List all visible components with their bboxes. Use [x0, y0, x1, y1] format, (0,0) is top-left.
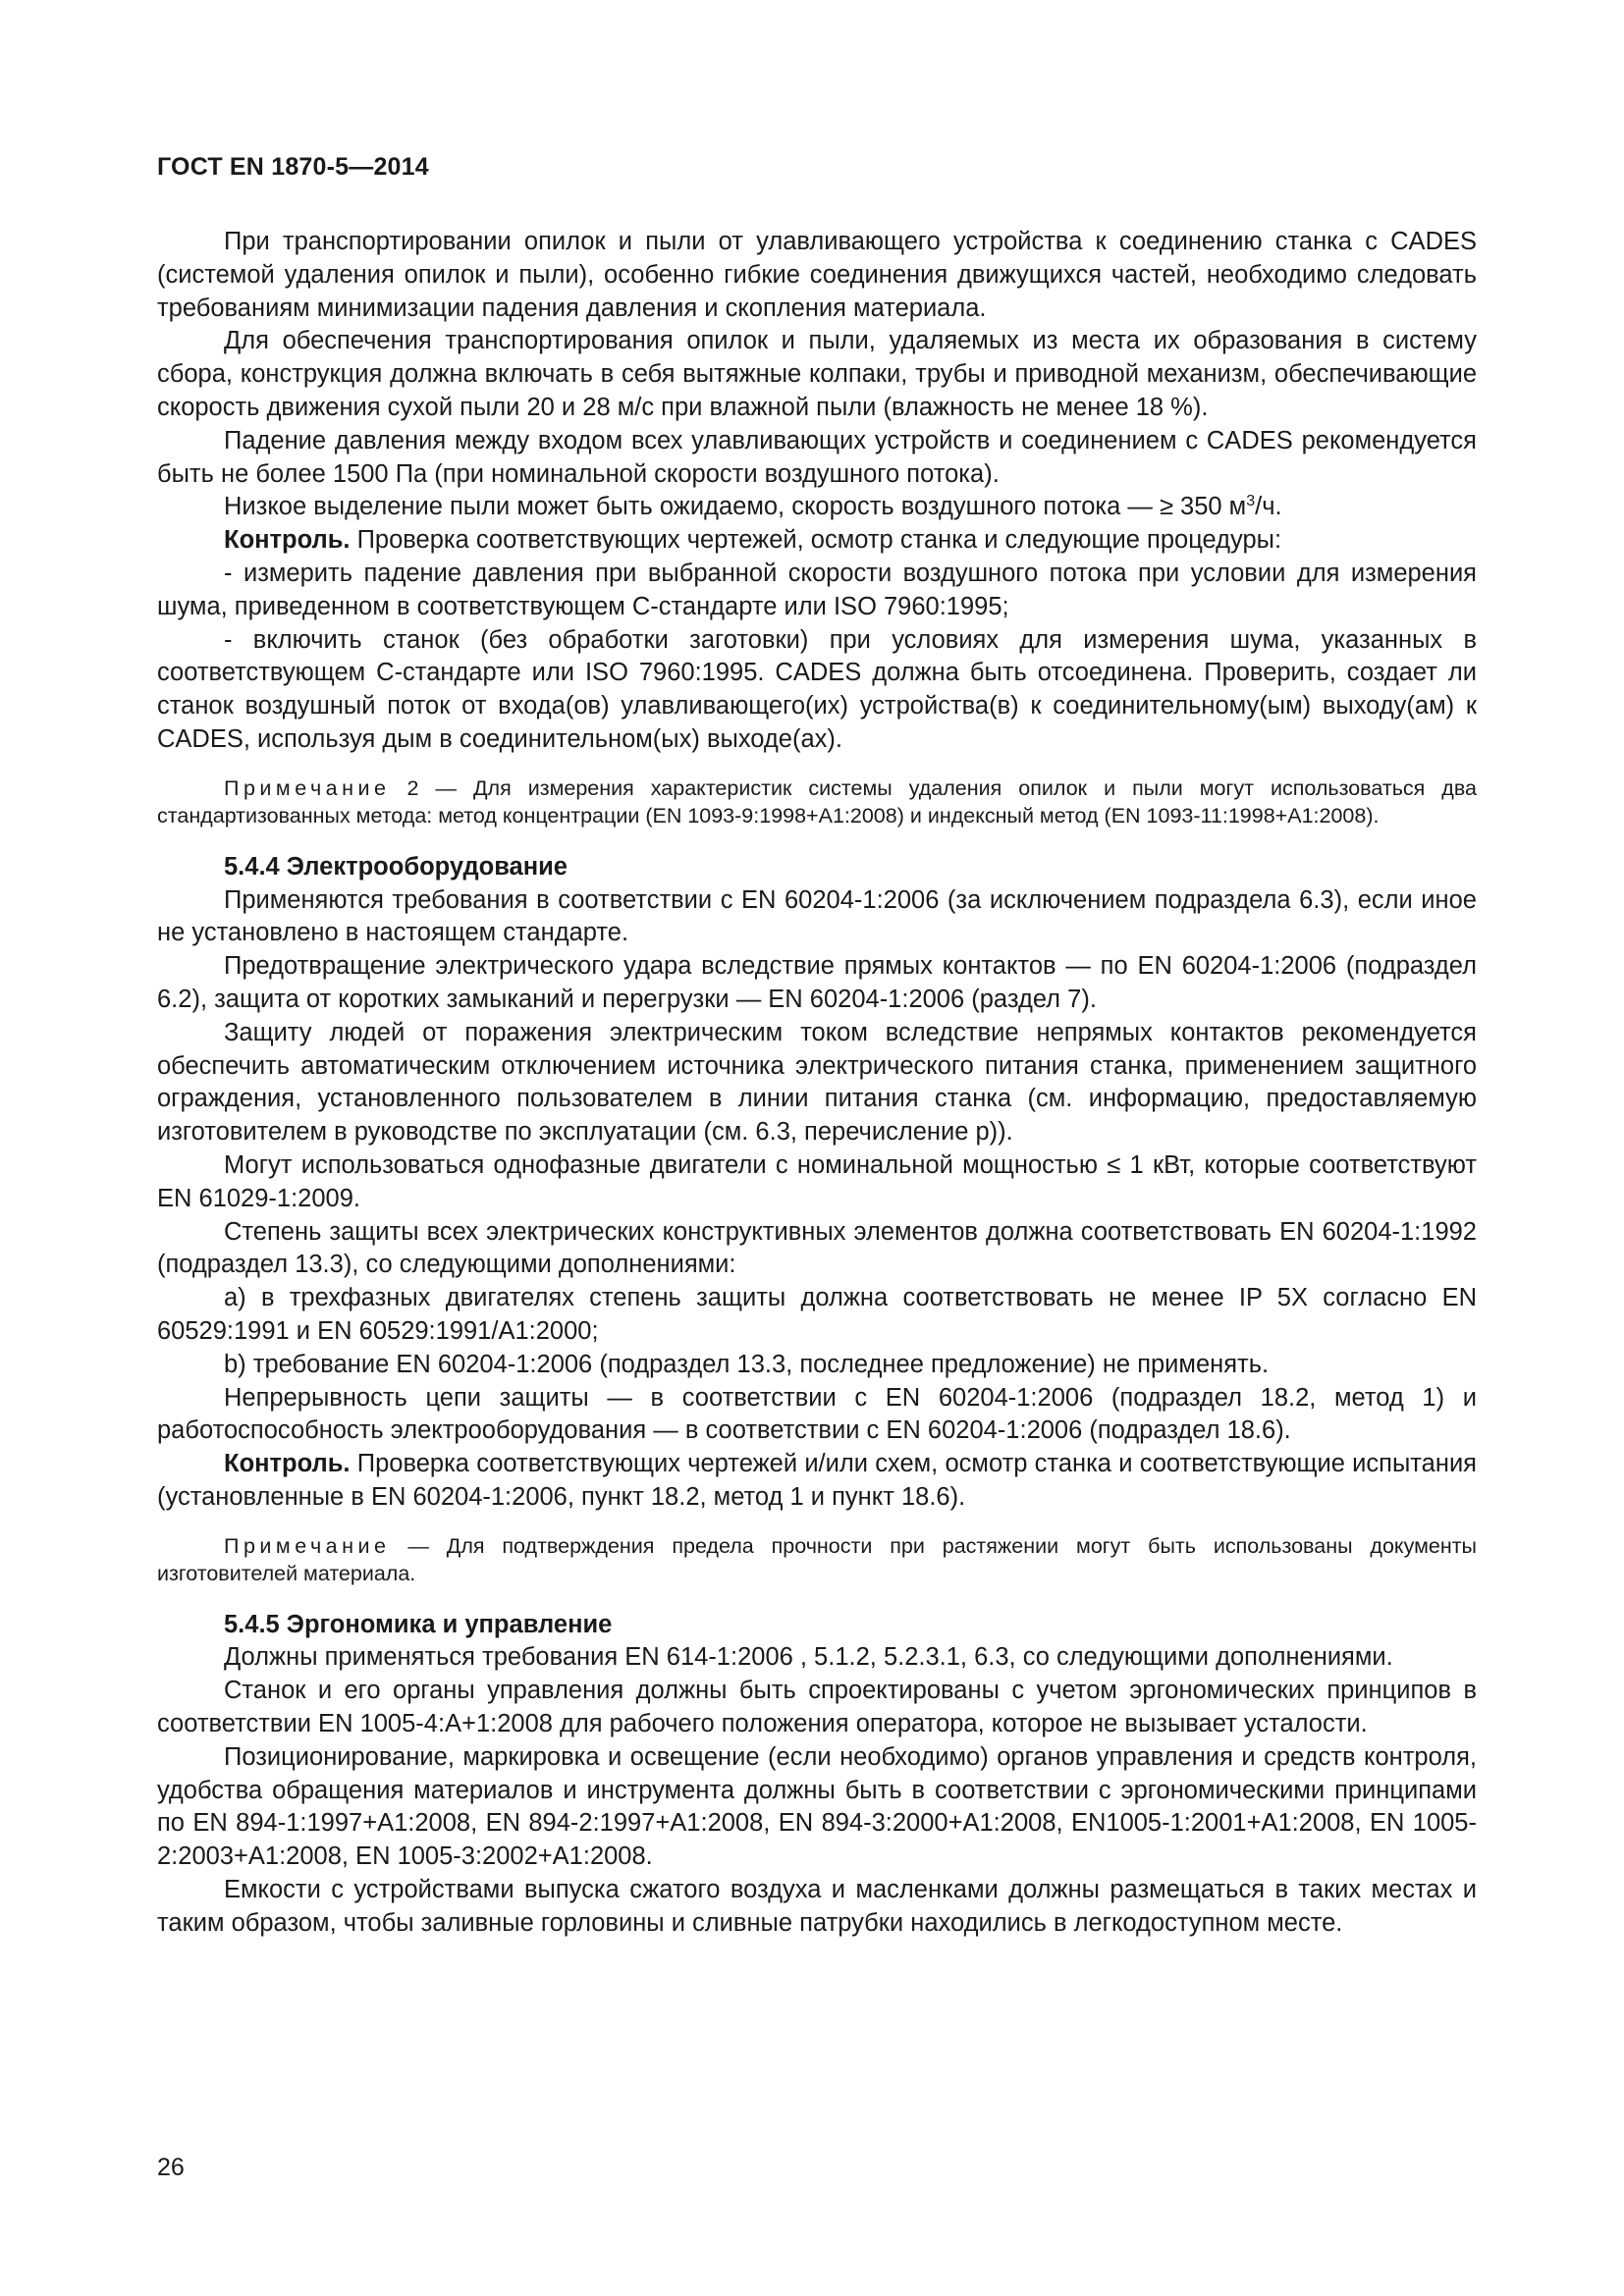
note-text: — Для подтверждения предела прочности при растяжении могут быть использованы документы изготовителей материала. — [157, 1533, 1477, 1585]
paragraph: Емкости с устройствами выпуска сжатого воздуха и масленками должны размещаться в таких местах и таким образом, чтобы заливные горловины и сливные патрубки находились в легкодоступном месте. — [157, 1876, 1477, 1937]
control-text: Проверка соответствующих чертежей и/или схем, осмотр станка и соответствующие испытания (установленные в EN 60204-1:2006, пункт 18.2, метод 1 и пункт 18.6). — [157, 1450, 1477, 1511]
paragraph: Для обеспечения транспортирования опилок и пыли, удаляемых из места их образования в систему сбора, конструкция должна включать в себя вытяжные колпаки, трубы и приводной механизм, обеспечивающие скорость движения сухой пыли 20 и 28 м/с при влажной пыли (влажность не менее 18 %). — [157, 327, 1477, 421]
paragraph: Предотвращение электрического удара вследствие прямых контактов — по EN 60204-1:2006 (подраздел 6.2), защита от коротких замыканий и перегрузки — EN 60204-1:2006 (раздел 7). — [157, 952, 1477, 1013]
paragraph-text: Низкое выделение пыли может быть ожидаемо, скорость воздушного потока — ≥ 350 м — [224, 493, 1247, 521]
paragraph: Применяются требования в соответствии с EN 60204-1:2006 (за исключением подраздела 6.3), если иное не установлено в настоящем стандарте. — [157, 885, 1477, 947]
superscript: 3 — [1246, 493, 1256, 510]
paragraph: Позиционирование, маркировка и освещение (если необходимо) органов управления и средств контроля, удобства обращения материалов и инструмента должны быть в соответствии с эргономическими принципами по EN 894-1:1997+A1:2008, EN 894-2:1997+A1:2008, EN 894-3:2000+A1:2008, EN1005-1:2001+A1:2008, EN 1005-2:2003+A1:2008, EN 1005-3:2002+A1:2008. — [157, 1742, 1477, 1871]
list-item: - измерить падение давления при выбранной скорости воздушного потока при условии для измерения шума, приведенном в соответствующем С-стандарте или ISO 7960:1995; — [157, 559, 1477, 620]
section-heading: 5.4.5 Эргономика и управление — [224, 1610, 613, 1638]
paragraph-tail: /ч. — [1255, 493, 1282, 521]
document-body — [157, 226, 1477, 1941]
paragraph: При транспортировании опилок и пыли от улавливающего устройства к соединению станка с CADES (системой удаления опилок и пыли), особенно гибкие соединения движущихся частей, необходимо следовать требованиям минимизации падения давления и скопления материала. — [157, 228, 1477, 322]
note — [157, 774, 1477, 829]
control-label: Контроль. — [224, 1450, 351, 1478]
paragraph: Должны применяться требования EN 614-1:2006 , 5.1.2, 5.2.3.1, 6.3, со следующими дополнениями. — [224, 1643, 1393, 1672]
list-item: - включить станок (без обработки заготовки) при условиях для измерения шума, указанных в соответствующем С-стандарте или ISO 7960:1995. CADES должна быть отсоединена. Проверить, создает ли станок воздушный поток от входа(ов) улавливающего(их) устройства(в) к соединительному(ым) выходу(ам) к CADES, используя дым в соединительном(ых) выходе(ах). — [157, 625, 1477, 753]
paragraph: Могут использоваться однофазные двигатели с номинальной мощностью ≤ 1 кВт, которые соответствуют EN 61029-1:2009. — [157, 1150, 1477, 1212]
paragraph: Станок и его органы управления должны быть спроектированы с учетом эргономических принципов в соответствии EN 1005-4:A+1:2008 для рабочего положения оператора, которое не вызывает усталости. — [157, 1677, 1477, 1738]
section-heading: 5.4.4 Электрооборудование — [224, 852, 568, 881]
note-label: Примечание — [224, 1533, 391, 1558]
paragraph: Падение давления между входом всех улавливающих устройств и соединением с CADES рекомендуется быть не более 1500 Па (при номинальной скорости воздушного потока). — [157, 426, 1477, 488]
paragraph-airflow — [157, 491, 1477, 524]
paragraph: Защиту людей от поражения электрическим током вследствие непрямых контактов рекомендуется обеспечить автоматическим отключением источника электрического питания станка, применением защитного ограждения, установленного пользователем в линии питания станка (см. информацию, предоставляемую изготовителем в руководстве по эксплуатации (см. 6.3, перечисление р)). — [157, 1018, 1477, 1147]
list-item: а) в трехфазных двигателях степень защиты должна соответствовать не менее IP 5X согласно EN 60529:1991 и EN 60529:1991/A1:2000; — [157, 1284, 1477, 1345]
note-label: Примечание — [224, 775, 391, 800]
paragraph: Степень защиты всех электрических конструктивных элементов должна соответствовать EN 60204-1:1992 (подраздел 13.3), со следующими дополнениями: — [157, 1217, 1477, 1279]
document-header: ГОСТ EN 1870-5—2014 — [157, 153, 429, 181]
control-paragraph — [157, 524, 1477, 558]
paragraph: Непрерывность цепи защиты — в соответствии с EN 60204-1:2006 (подраздел 18.2, метод 1) и работоспособность электрооборудования — в соответствии с EN 60204-1:2006 (подраздел 18.6). — [157, 1383, 1477, 1445]
note-text: 2 — Для измерения характеристик системы удаления опилок и пыли могут использоваться два стандартизованных метода: метод концентрации (EN 1093-9:1998+A1:2008) и индексный метод (EN 1093-11:1998+A1:2008). — [157, 775, 1477, 828]
note — [157, 1532, 1477, 1587]
control-label: Контроль. — [224, 526, 351, 555]
page-number: 26 — [157, 2154, 185, 2181]
control-paragraph — [157, 1448, 1477, 1515]
control-text: Проверка соответствующих чертежей, осмотр станка и следующие процедуры: — [350, 526, 1282, 555]
list-item: b) требование EN 60204-1:2006 (подраздел 13.3, последнее предложение) не применять. — [224, 1350, 1270, 1378]
